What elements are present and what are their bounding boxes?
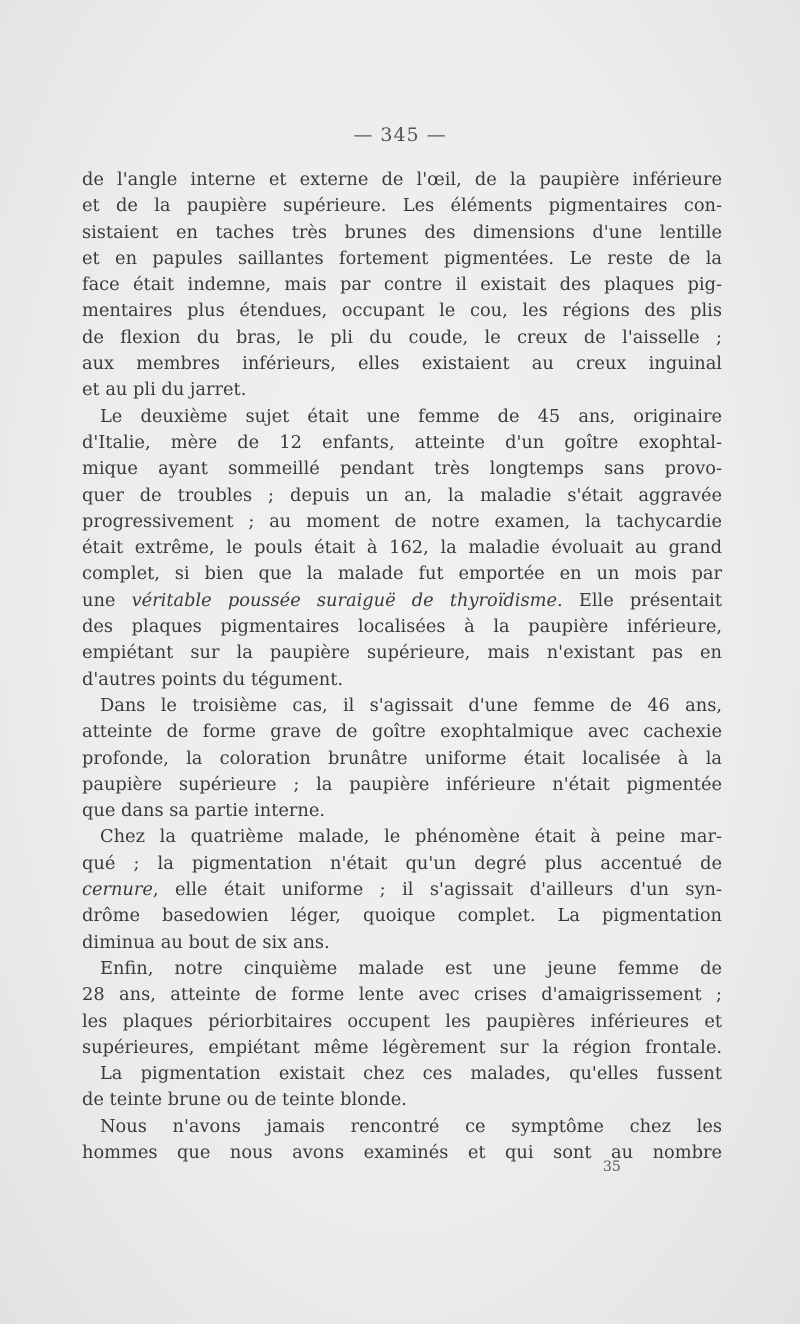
text-line: Le deuxième sujet était une femme de 45 ans, originaire bbox=[100, 405, 722, 427]
text-line: d'autres points du tégument. bbox=[82, 668, 344, 690]
text-line: des plaques pigmentaires localisées à la paupière inférieure, bbox=[82, 616, 722, 638]
text-line: empiétant sur la paupière supérieure, mais n'existant pas en bbox=[82, 642, 722, 664]
text-line: une véritable poussée suraiguë de thyroïdisme. Elle présentait bbox=[82, 589, 722, 611]
text-line: les plaques périorbitaires occupent les paupières inférieures et bbox=[82, 1010, 722, 1032]
text-line: supérieures, empiétant même légèrement sur la région frontale. bbox=[82, 1036, 722, 1058]
text-line: quer de troubles ; depuis un an, la maladie s'était aggravée bbox=[82, 484, 722, 506]
text-line: atteinte de forme grave de goître exophtalmique avec cachexie bbox=[82, 721, 722, 743]
text-line: que dans sa partie interne. bbox=[82, 800, 326, 822]
text-line: Chez la quatrième malade, le phénomène était à peine mar- bbox=[100, 826, 722, 848]
text-line: Dans le troisième cas, il s'agissait d'une femme de 46 ans, bbox=[100, 694, 722, 716]
text-line: mique ayant sommeillé pendant très longtemps sans provo- bbox=[82, 458, 722, 480]
text-line: de teinte brune ou de teinte blonde. bbox=[82, 1089, 407, 1111]
body-text bbox=[82, 167, 722, 1166]
text-line: était extrême, le pouls était à 162, la maladie évoluait au grand bbox=[82, 537, 722, 559]
text-line: Nous n'avons jamais rencontré ce symptôme chez les bbox=[100, 1115, 722, 1137]
text-line: La pigmentation existait chez ces malades, qu'elles fussent bbox=[100, 1063, 722, 1085]
text-line: profonde, la coloration brunâtre uniforme était localisée à la bbox=[82, 747, 722, 769]
text-line: sistaient en taches très brunes des dimensions d'une lentille bbox=[82, 221, 722, 243]
page-number-header: — 345 — bbox=[353, 124, 447, 146]
text-line: Enfin, notre cinquième malade est une jeune femme de bbox=[100, 957, 722, 979]
text-line: 28 ans, atteinte de forme lente avec crises d'amaigrissement ; bbox=[82, 984, 722, 1006]
text-line: et au pli du jarret. bbox=[82, 379, 247, 401]
text-line: drôme basedowien léger, quoique complet. La pigmentation bbox=[82, 905, 722, 927]
text-line: progressivement ; au moment de notre examen, la tachycardie bbox=[82, 510, 722, 532]
text-line: qué ; la pigmentation n'était qu'un degré plus accentué de bbox=[82, 852, 722, 874]
text-line: face était indemne, mais par contre il existait des plaques pig- bbox=[82, 274, 722, 296]
text-line: et de la paupière supérieure. Les éléments pigmentaires con- bbox=[82, 195, 722, 217]
signature-mark: 35 bbox=[603, 1159, 621, 1175]
text-line: aux membres inférieurs, elles existaient au creux inguinal bbox=[82, 353, 722, 375]
text-line: paupière supérieure ; la paupière inférieure n'était pigmentée bbox=[82, 773, 722, 795]
text-line: mentaires plus étendues, occupant le cou, les régions des plis bbox=[82, 300, 722, 322]
text-line: et en papules saillantes fortement pigmentées. Le reste de la bbox=[82, 247, 722, 269]
text-line: cernure, elle était uniforme ; il s'agissait d'ailleurs d'un syn- bbox=[82, 879, 722, 901]
text-line: d'Italie, mère de 12 enfants, atteinte d'un goître exophtal- bbox=[82, 431, 722, 453]
text-line: de l'angle interne et externe de l'œil, de la paupière inférieure bbox=[82, 169, 722, 190]
text-line: complet, si bien que la malade fut emportée en un mois par bbox=[82, 563, 722, 585]
text-line: hommes que nous avons examinés et qui sont au nombre bbox=[82, 1141, 722, 1163]
text-line: de flexion du bras, le pli du coude, le creux de l'aisselle ; bbox=[82, 326, 722, 348]
text-line: diminua au bout de six ans. bbox=[82, 931, 330, 953]
